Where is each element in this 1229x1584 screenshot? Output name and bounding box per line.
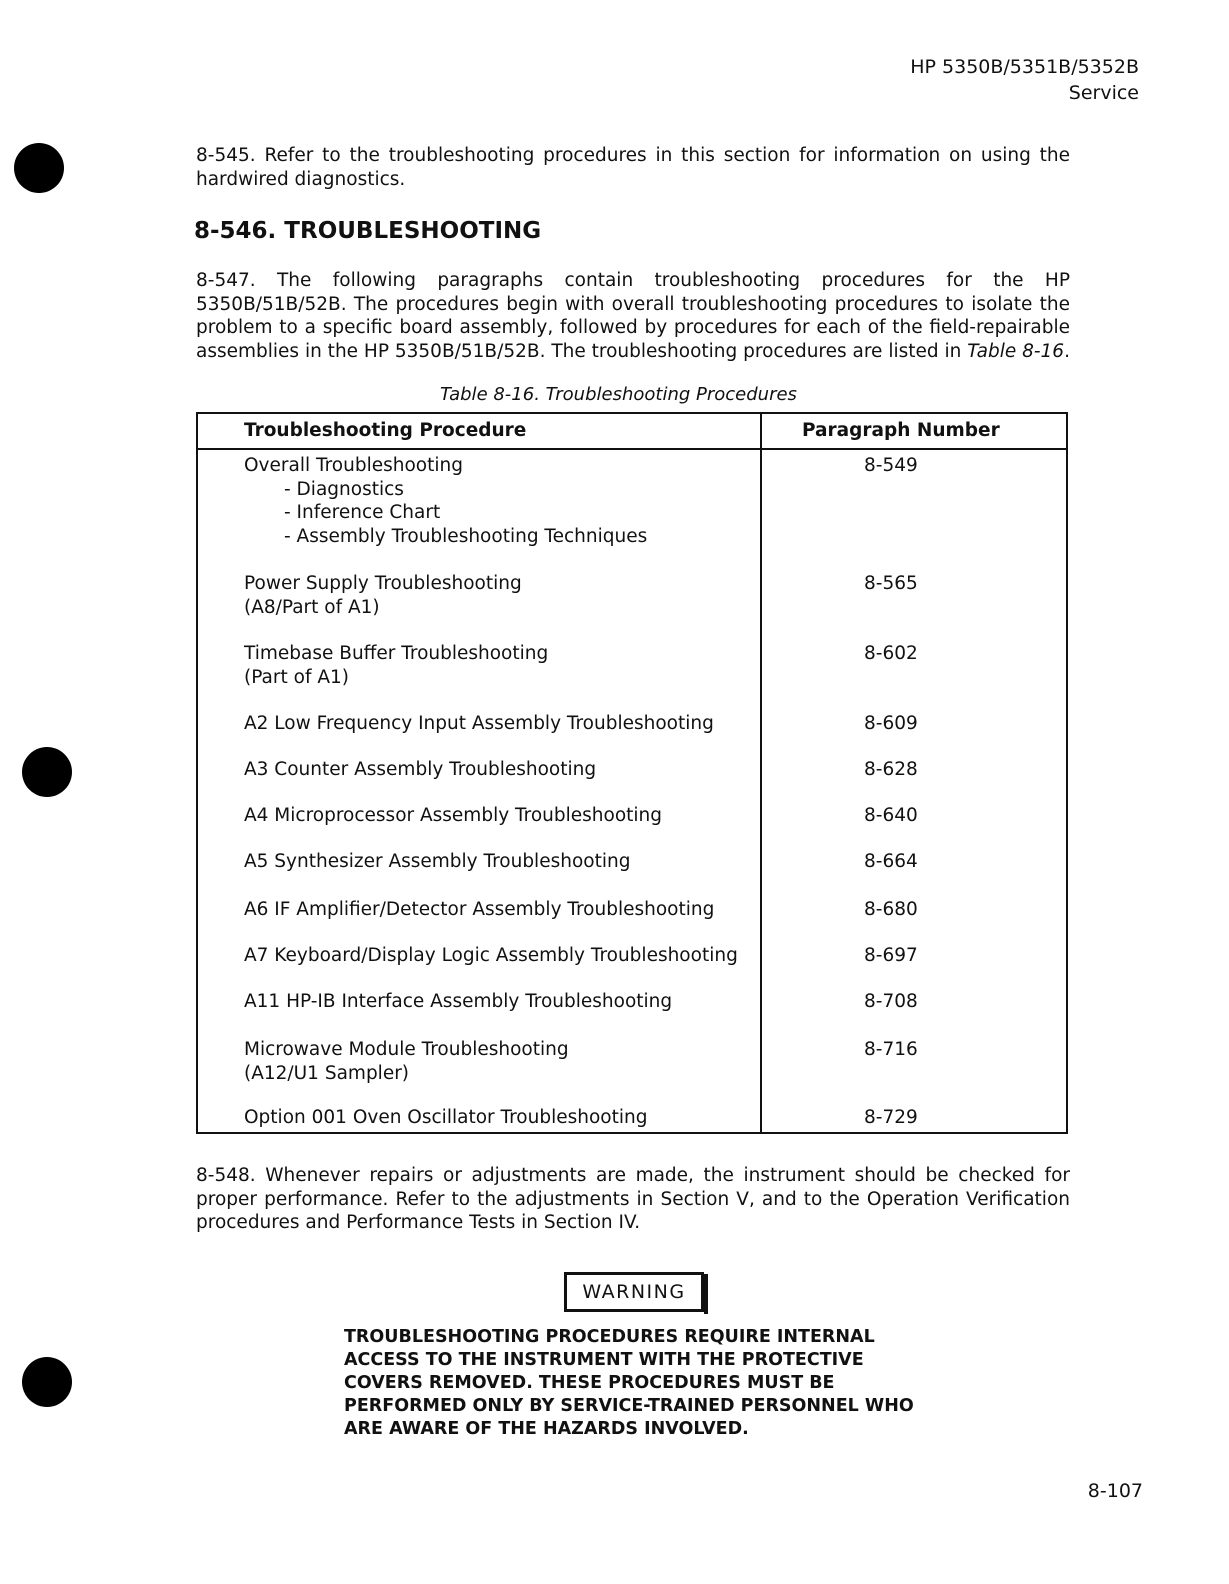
binder-hole-top — [14, 143, 64, 193]
table-caption-text: Table 8-16. Troubleshooting Procedures — [440, 384, 797, 405]
procedure-cell — [244, 850, 754, 874]
procedure-cell — [244, 1106, 754, 1130]
procedure-line: (Part of A1) — [244, 666, 349, 688]
warning-text: TROUBLESHOOTING PROCEDURES REQUIRE INTERNAL ACCESS TO THE INSTRUMENT WITH THE PROTECTIVE COVERS REMOVED. THESE PROCEDURES MUST BE PERFORMED ONLY BY SERVICE-TRAINED PERSONNEL WHO ARE AWARE OF THE HAZARDS INVOLVED. — [344, 1327, 914, 1439]
paragraph-number-cell: 8-664 — [864, 851, 918, 872]
paragraph-number-cell: 8-628 — [864, 759, 918, 780]
procedure-cell — [244, 758, 754, 782]
procedure-line: Timebase Buffer Troubleshooting — [244, 643, 549, 664]
procedure-line: A7 Keyboard/Display Logic Assembly Troubleshooting — [244, 945, 738, 966]
paragraph-8-547-text: 8-547. The following paragraphs contain troubleshooting procedures for the HP 5350B/51B/52B. The procedures begin with overall troubleshooting procedures to isolate the problem to a specific board assembly, followed by procedures for each of the field-repairable assemblies in the HP 5350B/51B/52B. The troubleshooting procedures are listed in — [196, 270, 1070, 362]
paragraph-8-548: 8-548. Whenever repairs or adjustments are made, the instrument should be checked for proper performance. Refer to the adjustments in Section V, and to the Operation Verification procedures and Performance Tests in Section IV. — [196, 1165, 1070, 1233]
warning-label: WARNING — [582, 1281, 686, 1303]
paragraph-number-cell: 8-565 — [864, 573, 918, 594]
procedure-cell — [244, 944, 754, 968]
paragraph-number-cell: 8-708 — [864, 991, 918, 1012]
procedure-line: Power Supply Troubleshooting — [244, 573, 522, 594]
procedure-cell — [244, 642, 754, 689]
procedure-cell — [244, 572, 754, 619]
paragraph-number-cell: 8-609 — [864, 713, 918, 734]
procedure-subitem: - Assembly Troubleshooting Techniques — [284, 525, 648, 547]
header-section: Service — [1068, 82, 1139, 104]
paragraph-number-cell: 8-697 — [864, 945, 918, 966]
paragraph-number-cell: 8-716 — [864, 1039, 918, 1060]
procedure-line: Overall Troubleshooting — [244, 455, 463, 476]
procedure-line: A11 HP-IB Interface Assembly Troubleshooting — [244, 991, 673, 1012]
procedure-line: (A12/U1 Sampler) — [244, 1062, 410, 1084]
procedure-line: (A8/Part of A1) — [244, 596, 380, 618]
table-reference: Table 8-16 — [967, 340, 1065, 362]
procedure-subitem: - Diagnostics — [284, 478, 404, 500]
procedure-cell — [244, 712, 754, 736]
binder-hole-middle — [22, 747, 72, 797]
procedure-cell — [244, 898, 754, 922]
paragraph-8-547 — [196, 269, 1070, 363]
procedure-cell — [244, 990, 754, 1014]
column-header-procedure: Troubleshooting Procedure — [244, 420, 527, 441]
paragraph-number-cell: 8-680 — [864, 899, 918, 920]
paragraph-8-545: 8-545. Refer to the troubleshooting procedures in this section for information on using the hardwired diagnostics. — [196, 145, 1070, 190]
running-header — [910, 54, 1139, 106]
procedure-cell — [244, 804, 754, 828]
binder-hole-bottom — [22, 1357, 72, 1407]
page-number: 8-107 — [1087, 1480, 1143, 1502]
paragraph-number-cell: 8-602 — [864, 643, 918, 664]
procedure-line: Microwave Module Troubleshooting — [244, 1039, 569, 1060]
procedure-subitem: - Inference Chart — [284, 502, 441, 523]
table-column-divider — [760, 414, 762, 1132]
procedure-line: A5 Synthesizer Assembly Troubleshooting — [244, 851, 631, 872]
procedure-line: A2 Low Frequency Input Assembly Troubleshooting — [244, 713, 714, 734]
procedure-cell — [244, 454, 754, 548]
procedure-line: A3 Counter Assembly Troubleshooting — [244, 759, 597, 780]
troubleshooting-table — [196, 412, 1068, 1134]
paragraph-number-cell: 8-640 — [864, 805, 918, 826]
column-header-paragraph: Paragraph Number — [802, 420, 1000, 441]
paragraph-number-cell: 8-729 — [864, 1107, 918, 1128]
paragraph-8-547-end: . — [1064, 340, 1070, 362]
procedure-cell — [244, 1038, 754, 1085]
header-model: HP 5350B/5351B/5352B — [910, 56, 1139, 78]
procedure-line: A4 Microprocessor Assembly Troubleshooting — [244, 805, 662, 826]
procedure-line: A6 IF Amplifier/Detector Assembly Troubleshooting — [244, 899, 715, 920]
warning-label-box — [564, 1272, 704, 1312]
section-heading: 8-546. TROUBLESHOOTING — [194, 218, 542, 244]
paragraph-number-cell: 8-549 — [864, 455, 918, 476]
procedure-line: Option 001 Oven Oscillator Troubleshooting — [244, 1107, 648, 1128]
table-header-divider — [198, 448, 1066, 450]
